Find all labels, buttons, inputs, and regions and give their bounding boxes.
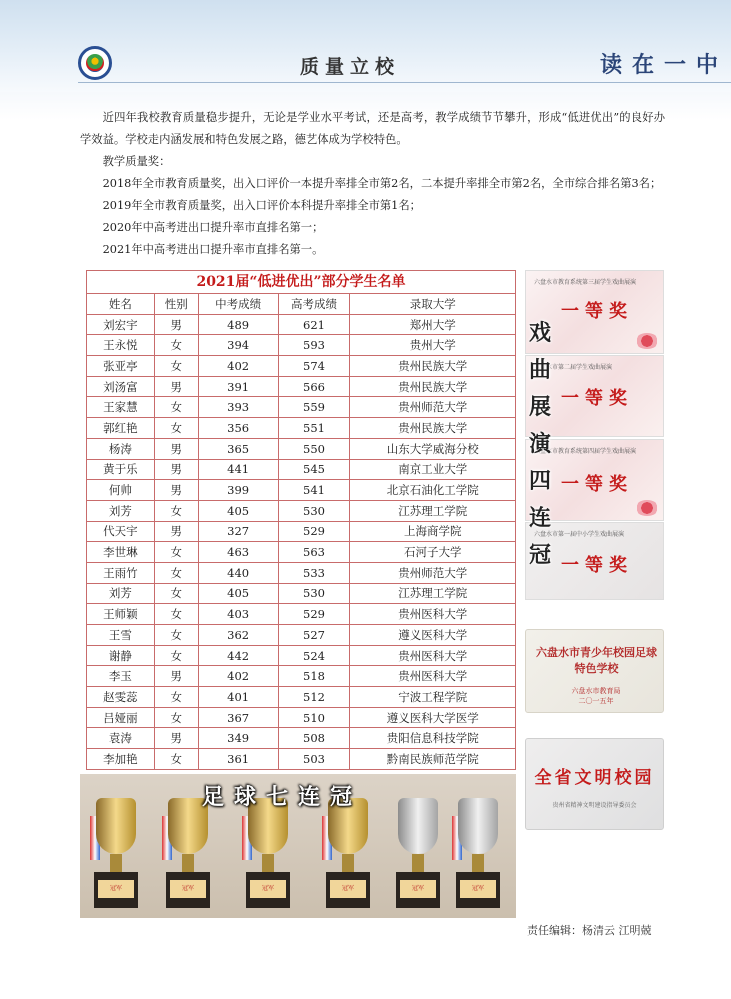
table-row (87, 397, 516, 418)
cell-gaokao: 510 (278, 707, 350, 728)
trophy-plate: 冠军 (330, 880, 366, 898)
trophy-plate: 冠军 (400, 880, 436, 898)
cell-name: 刘芳 (87, 583, 155, 604)
cell-university: 贵州民族大学 (350, 356, 516, 377)
table-row (87, 356, 516, 377)
table-row (87, 314, 516, 335)
cell-gaokao: 541 (278, 480, 350, 501)
cell-university: 遵义医科大学 (350, 625, 516, 646)
cell-university: 贵州民族大学 (350, 418, 516, 439)
student-table (86, 270, 516, 770)
table-row (87, 645, 516, 666)
cell-university: 山东大学威海分校 (350, 438, 516, 459)
cell-gaokao: 563 (278, 542, 350, 563)
table-body (87, 314, 516, 769)
cell-university: 贵州师范大学 (350, 562, 516, 583)
cell-gender: 女 (154, 583, 198, 604)
cell-gaokao: 527 (278, 625, 350, 646)
certificate-title: 一等奖 (561, 301, 633, 322)
cell-name: 袁涛 (87, 728, 155, 749)
cell-name: 代天宇 (87, 521, 155, 542)
cell-name: 李加艳 (87, 749, 155, 770)
cell-gender: 女 (154, 749, 198, 770)
table-row (87, 604, 516, 625)
cell-name: 刘宏宇 (87, 314, 155, 335)
plaque-issuer: 贵州省精神文明建设指导委员会 (552, 802, 637, 809)
table-row (87, 666, 516, 687)
cell-zhongkao: 362 (198, 625, 278, 646)
cell-gaokao: 574 (278, 356, 350, 377)
cell-zhongkao: 361 (198, 749, 278, 770)
cell-gaokao: 621 (278, 314, 350, 335)
cell-name: 李世琳 (87, 542, 155, 563)
cell-name: 刘芳 (87, 500, 155, 521)
cell-gaokao: 512 (278, 687, 350, 708)
responsible-editor: 责任编辑：杨清云 江明兢 (527, 924, 652, 937)
header-divider (78, 82, 731, 83)
plaque-issuer (546, 686, 646, 706)
cell-zhongkao: 401 (198, 687, 278, 708)
cell-gender: 女 (154, 356, 198, 377)
table-row (87, 459, 516, 480)
header-cell-name: 姓名 (87, 294, 155, 315)
table-row (87, 500, 516, 521)
cell-name: 郭红艳 (87, 418, 155, 439)
table-row (87, 438, 516, 459)
cell-zhongkao: 463 (198, 542, 278, 563)
cell-name: 王永悦 (87, 335, 155, 356)
cell-gaokao: 529 (278, 604, 350, 625)
cell-university: 北京石油化工学院 (350, 480, 516, 501)
intro-paragraph: 教学质量奖： (102, 155, 171, 168)
cell-gender: 男 (154, 376, 198, 397)
cell-gaokao: 524 (278, 645, 350, 666)
cell-zhongkao: 402 (198, 356, 278, 377)
intro-paragraph: 2021年中高考进出口提升率市直排名第一。 (102, 243, 324, 256)
cell-zhongkao: 403 (198, 604, 278, 625)
table-header-row (87, 294, 516, 315)
trophy-plate: 冠军 (460, 880, 496, 898)
cell-gaokao: 533 (278, 562, 350, 583)
cell-zhongkao: 349 (198, 728, 278, 749)
cell-name: 王家慧 (87, 397, 155, 418)
flower-decoration-icon (635, 500, 659, 516)
cell-name: 何帅 (87, 480, 155, 501)
cell-zhongkao: 441 (198, 459, 278, 480)
table-row (87, 521, 516, 542)
table-row (87, 625, 516, 646)
table-row (87, 707, 516, 728)
table-row (87, 728, 516, 749)
cell-zhongkao: 405 (198, 500, 278, 521)
cell-zhongkao: 402 (198, 666, 278, 687)
cell-zhongkao: 356 (198, 418, 278, 439)
school-logo-icon (78, 46, 112, 80)
cell-gaokao: 550 (278, 438, 350, 459)
table-row (87, 542, 516, 563)
cell-university: 南京工业大学 (350, 459, 516, 480)
cell-university: 遵义医科大学医学 (350, 707, 516, 728)
certificate-caption: 六盘水市第一届中小学生戏曲展演 (534, 531, 625, 538)
cell-zhongkao: 440 (198, 562, 278, 583)
trophy-plate: 冠军 (98, 880, 134, 898)
cell-university: 贵州师范大学 (350, 397, 516, 418)
plaque-title: 全省文明校园 (534, 768, 655, 788)
cell-university: 黔南民族师范学院 (350, 749, 516, 770)
plaque-year: 二〇一五年 (578, 697, 614, 705)
cell-gender: 女 (154, 625, 198, 646)
cell-university: 贵州医科大学 (350, 666, 516, 687)
certificate-title: 一等奖 (561, 388, 633, 409)
cell-university: 贵州大学 (350, 335, 516, 356)
cell-gender: 男 (154, 521, 198, 542)
cell-gender: 女 (154, 397, 198, 418)
cell-gender: 男 (154, 666, 198, 687)
intro-paragraph: 2018年全市教育质量奖，出入口评价一本提升率排全市第2名，二本提升率排全市第2名，全市综合排名第3名； (102, 177, 662, 190)
cell-gender: 女 (154, 687, 198, 708)
trophy-icon (450, 784, 506, 910)
cell-gaokao: 508 (278, 728, 350, 749)
cell-name: 王雨竹 (87, 562, 155, 583)
cell-zhongkao: 442 (198, 645, 278, 666)
table-row (87, 418, 516, 439)
cell-gender: 女 (154, 562, 198, 583)
cell-gaokao: 559 (278, 397, 350, 418)
cell-name: 王雪 (87, 625, 155, 646)
cell-gaokao: 566 (278, 376, 350, 397)
cell-gaokao: 545 (278, 459, 350, 480)
cell-gender: 男 (154, 459, 198, 480)
intro-text (80, 107, 665, 261)
header-cell-gaokao: 高考成绩 (278, 294, 350, 315)
cell-zhongkao: 394 (198, 335, 278, 356)
trophy-icon (88, 784, 144, 910)
cell-university: 贵阳信息科技学院 (350, 728, 516, 749)
table-title: 2021届“低进优出”部分学生名单 (86, 270, 516, 293)
cell-zhongkao: 399 (198, 480, 278, 501)
cell-university: 石河子大学 (350, 542, 516, 563)
cell-name: 刘汤富 (87, 376, 155, 397)
cell-name: 王师颖 (87, 604, 155, 625)
page-header-slogan: 读在一中 (600, 53, 729, 78)
cell-university: 贵州民族大学 (350, 376, 516, 397)
cell-university: 江苏理工学院 (350, 583, 516, 604)
football-school-plaque (525, 629, 664, 713)
cell-gender: 男 (154, 480, 198, 501)
cell-zhongkao: 367 (198, 707, 278, 728)
table-row (87, 335, 516, 356)
cell-gender: 男 (154, 314, 198, 335)
cell-gaokao: 530 (278, 500, 350, 521)
cell-gaokao: 529 (278, 521, 350, 542)
header-cell-university: 录取大学 (350, 294, 516, 315)
cell-university: 江苏理工学院 (350, 500, 516, 521)
header-cell-gender: 性别 (154, 294, 198, 315)
cell-zhongkao: 391 (198, 376, 278, 397)
cell-gaokao: 593 (278, 335, 350, 356)
cell-university: 贵州医科大学 (350, 645, 516, 666)
cell-name: 谢静 (87, 645, 155, 666)
cell-zhongkao: 365 (198, 438, 278, 459)
table-row (87, 687, 516, 708)
football-championship-banner: 足球七连冠 (202, 785, 363, 810)
intro-paragraph: 2020年中高考进出口提升率市直排名第一； (102, 221, 324, 234)
cell-gender: 女 (154, 500, 198, 521)
cell-gender: 女 (154, 335, 198, 356)
cell-name: 吕娅丽 (87, 707, 155, 728)
cell-name: 赵雯蕊 (87, 687, 155, 708)
page-header-title: 质量立校 (300, 56, 401, 78)
table-row (87, 562, 516, 583)
cell-gender: 女 (154, 707, 198, 728)
plaque-title: 六盘水市青少年校园足球特色学校 (536, 646, 657, 675)
certificate-caption: 六盘水市教育系统第三届学生戏曲展演 (534, 279, 637, 286)
plaque-issuer-name: 六盘水市教育局 (571, 687, 621, 695)
cell-gender: 女 (154, 604, 198, 625)
certificate-title: 一等奖 (561, 555, 633, 576)
trophy-icon (390, 784, 446, 910)
drama-championship-label: 戏曲展演四连冠 (528, 320, 551, 568)
cell-gender: 女 (154, 645, 198, 666)
certificate-caption: 六盘水市教育系统第四届学生戏曲展演 (534, 448, 637, 455)
certificate-caption: 六盘水市第二届学生戏曲展演 (534, 364, 613, 371)
cell-gaokao: 518 (278, 666, 350, 687)
table-row (87, 376, 516, 397)
cell-gaokao: 530 (278, 583, 350, 604)
cell-university: 郑州大学 (350, 314, 516, 335)
trophy-plate: 冠军 (250, 880, 286, 898)
header-cell-zhongkao: 中考成绩 (198, 294, 278, 315)
civilized-campus-plaque (525, 738, 664, 830)
cell-name: 李玉 (87, 666, 155, 687)
table-row (87, 749, 516, 770)
cell-university: 贵州医科大学 (350, 604, 516, 625)
cell-gender: 女 (154, 418, 198, 439)
cell-zhongkao: 405 (198, 583, 278, 604)
cell-zhongkao: 327 (198, 521, 278, 542)
cell-gender: 男 (154, 438, 198, 459)
table-row (87, 480, 516, 501)
cell-gender: 男 (154, 728, 198, 749)
cell-gaokao: 551 (278, 418, 350, 439)
cell-zhongkao: 489 (198, 314, 278, 335)
table-row (87, 583, 516, 604)
trophy-photo (80, 774, 516, 918)
cell-name: 杨涛 (87, 438, 155, 459)
intro-paragraph: 2019年全市教育质量奖，出入口评价本科提升率排全市第1名； (102, 199, 421, 212)
cell-name: 黄于乐 (87, 459, 155, 480)
flower-decoration-icon (635, 333, 659, 349)
certificate-title: 一等奖 (561, 474, 633, 495)
cell-gaokao: 503 (278, 749, 350, 770)
cell-name: 张亚亭 (87, 356, 155, 377)
cell-university: 上海商学院 (350, 521, 516, 542)
cell-university: 宁波工程学院 (350, 687, 516, 708)
cell-gender: 女 (154, 542, 198, 563)
trophy-plate: 冠军 (170, 880, 206, 898)
cell-zhongkao: 393 (198, 397, 278, 418)
intro-paragraph: 近四年我校教育质量稳步提升，无论是学业水平考试，还是高考，教学成绩节节攀升，形成“低进优出”的良好办学效益。学校走内涵发展和特色发展之路，德艺体成为学校特色。 (80, 111, 665, 146)
